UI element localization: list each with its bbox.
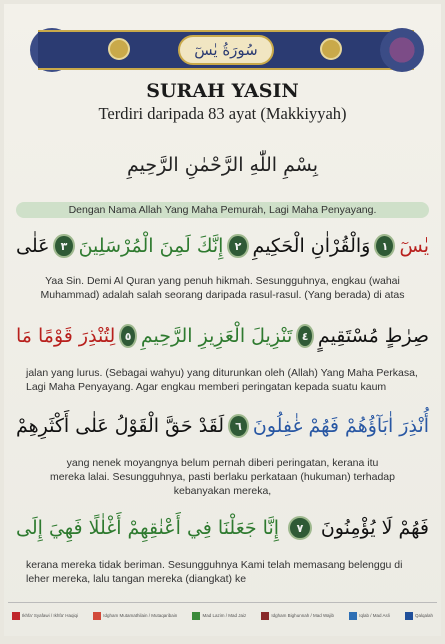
ayah-line-3 — [16, 406, 429, 446]
ayah-text: يٰسٓ — [399, 235, 429, 257]
legend-item — [12, 612, 78, 620]
legend-swatch-icon — [12, 612, 20, 620]
ayah-number-marker: ٣ — [53, 234, 74, 258]
ayah-number-marker: ٢ — [227, 234, 248, 258]
ayah-number-marker: ١ — [374, 234, 395, 258]
translation-ayah-6 — [16, 456, 429, 498]
translation-ayah-1-3 — [16, 274, 429, 302]
roundel-right — [320, 38, 342, 60]
legend-label: Qalqalah — [414, 613, 433, 618]
legend-swatch-icon — [349, 612, 357, 620]
legend-swatch-icon — [261, 612, 269, 620]
quran-page — [4, 4, 441, 636]
legend-swatch-icon — [405, 612, 413, 620]
translation-text: kebanyakan mereka, — [173, 485, 272, 497]
ayah-text: لَقَدْ حَقَّ الْقَوْلُ عَلٰى أَكْثَرِهِمْ — [16, 415, 225, 437]
ayah-text: تَنْزِيلَ الْعَزِيزِ الرَّحِيمِ — [140, 325, 293, 347]
page-title: SURAH YASIN — [146, 80, 299, 102]
translation-ayah-7-8 — [16, 558, 429, 586]
page-subtitle: Terdiri daripada 83 ayat (Makkiyyah) — [98, 104, 347, 123]
ayah-line-2 — [16, 316, 429, 356]
legend-item — [349, 612, 390, 620]
legend-label: Iqlab / Mad Asli — [359, 613, 390, 618]
legend-item — [405, 612, 433, 620]
translation-text: Dengan Nama Allah Yang Maha Pemurah, Lagi Maha Penyayang. — [68, 204, 377, 216]
translation-text: Yaa Sin. Demi Al Quran yang penuh hikmah. Sesungguhnya, engkau (wahai — [45, 275, 400, 287]
legend-swatch-icon — [93, 612, 101, 620]
legend-label: Ikhfa' Syafawi / Ikhfa' Haqiqi — [22, 613, 78, 618]
ayah-number-marker: ٧ — [288, 516, 312, 540]
translation-text: kerana mereka tidak beriman. Sesungguhnya Kami telah memasang belenggu di — [26, 559, 403, 571]
legend-item — [192, 612, 246, 620]
translation-text: Lagi Maha Penyayang. Agar engkau memberi peringatan kepada suatu kaum — [26, 381, 387, 393]
surah-header-banner — [38, 30, 414, 70]
tajweed-legend — [8, 602, 437, 628]
legend-item — [93, 612, 177, 620]
translation-ayah-4-5 — [16, 366, 429, 394]
ayah-text: إِنَّا جَعَلْنَا فِي أَعْنٰقِهِمْ أَغْلٰلًا فَهِيَ إِلَى — [16, 517, 280, 539]
translation-text: mereka lalai. Sesungguhnya, pasti berlaku perkataan (hukuman) terhadap — [50, 471, 395, 483]
legend-label: Mad Lazim / Mad Jaiz — [202, 613, 247, 618]
translation-basmala — [16, 202, 429, 218]
translation-text: leher mereka, lalu tangan mereka (diangkat) ke — [26, 573, 247, 585]
ayah-number-marker: ٦ — [228, 414, 249, 438]
banner-ornament-right — [380, 28, 424, 72]
ayah-text: فَهُمْ لَا يُؤْمِنُونَ — [320, 517, 429, 539]
ayah-line-4 — [16, 508, 429, 548]
legend-swatch-icon — [192, 612, 200, 620]
ayah-text: عَلٰى — [16, 235, 50, 257]
ayah-text: لِتُنْذِرَ قَوْمًا مَا — [16, 325, 116, 347]
ayah-text: صِرٰطٍ مُسْتَقِيمٍ — [317, 325, 429, 347]
surah-name-calligraphy: سُورَةُ يٰسٓ — [178, 35, 274, 65]
legend-label: Idgham Mutamathilain / Mutaqaribain — [103, 613, 178, 618]
basmala: بِسْمِ اللّٰهِ الرَّحْمٰنِ الرَّحِيمِ — [127, 154, 318, 176]
legend-label: Idgham Bighunnah / Mad Wajib — [271, 613, 335, 618]
translation-text: jalan yang lurus. (Sebagai wahyu) yang diturunkan oleh (Allah) Yang Maha Perkasa, — [26, 367, 418, 379]
ayah-line-1 — [16, 226, 429, 266]
ayah-text: إِنَّكَ لَمِنَ الْمُرْسَلِينَ — [78, 235, 224, 257]
ayah-number-marker: ٤ — [296, 324, 314, 348]
legend-item — [261, 612, 334, 620]
ayah-text: أُنْذِرَ اٰبَآؤُهُمْ فَهُمْ غٰفِلُونَ — [252, 415, 429, 437]
ayah-number-marker: ٥ — [119, 324, 137, 348]
roundel-left — [108, 38, 130, 60]
ayah-text: وَالْقُرْاٰنِ الْحَكِيمِ — [252, 235, 371, 257]
translation-text: Muhammad) adalah salah seorang daripada rasul-rasul. (Yang berada) di atas — [40, 289, 405, 301]
translation-text: yang nenek moyangnya belum pernah diberi peringatan, kerana itu — [66, 457, 379, 469]
